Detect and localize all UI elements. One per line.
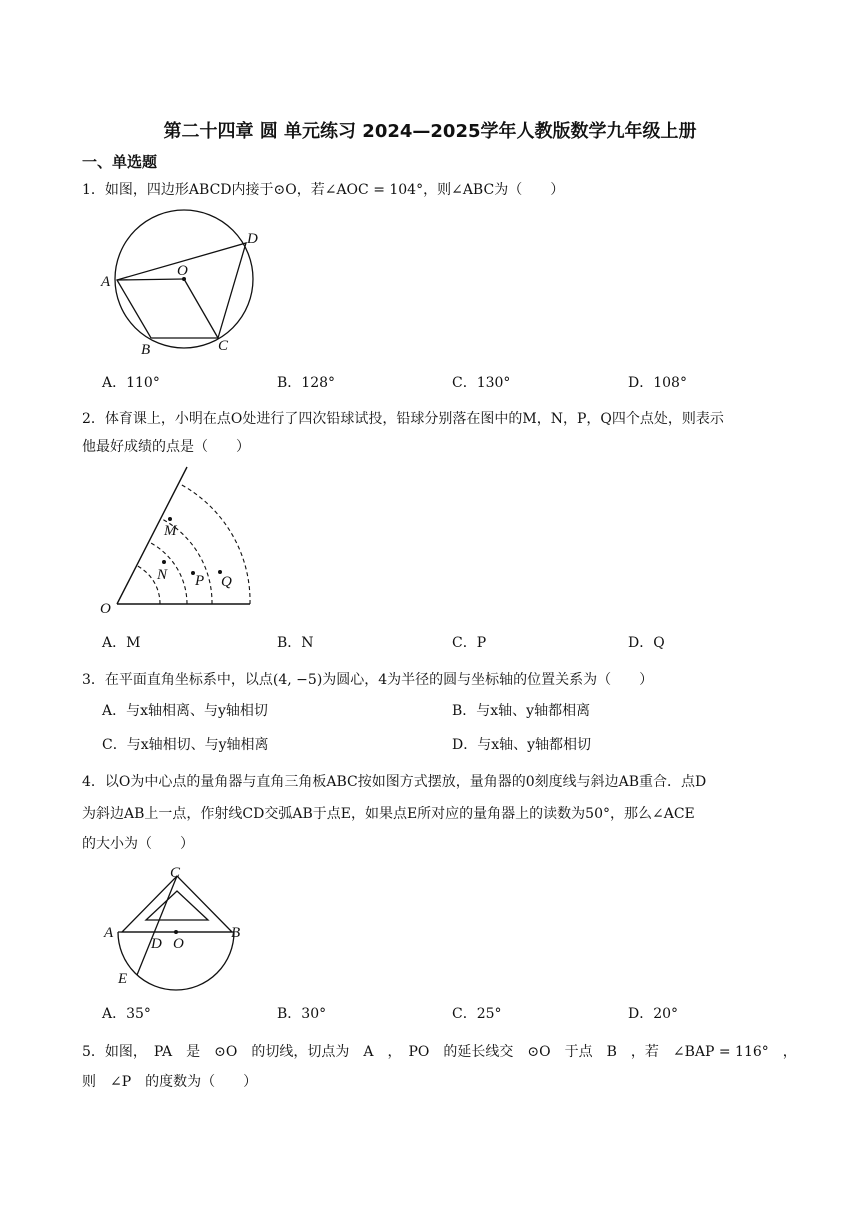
q4-option-d[interactable]: D．20° (628, 1006, 679, 1022)
q1-option-c[interactable]: C．130° (452, 375, 511, 391)
inner-triangle (146, 891, 208, 920)
question-4-line-3: 的大小为（ ） (82, 836, 194, 852)
q3-option-a[interactable]: A．与x轴相离、与y轴相切 (102, 703, 268, 719)
question-5-line-1: 5．如图， PA 是 ⊙O 的切线，切点为 A ， PO 的延长线交 ⊙O 于点 B ，若 ∠BAP = 116° ， (82, 1044, 797, 1060)
page-title: 第二十四章 圆 单元练习 2024—2025学年人教版数学九年级上册 (163, 121, 697, 142)
label-c: C (218, 338, 229, 354)
question-5-line-2: 则 ∠P 的度数为（ ） (82, 1074, 258, 1090)
q1-option-a[interactable]: A．110° (102, 375, 160, 391)
q4-option-c[interactable]: C．25° (452, 1006, 502, 1022)
label-a: A (104, 925, 114, 941)
point-m (168, 517, 172, 521)
question-3-text: 3．在平面直角坐标系中，以点(4, −5)为圆心，4为半径的圆与坐标轴的位置关系为（ ） (82, 672, 654, 688)
q4-option-a[interactable]: A．35° (102, 1006, 151, 1022)
quadrilateral-abcd (117, 243, 246, 338)
question-4-line-1: 4．以O为中心点的量角器与直角三角板ABC按如图方式摆放，量角器的0刻度线与斜边AB重合．点D (82, 774, 707, 790)
label-n: N (157, 567, 168, 583)
segment-oc (184, 279, 218, 338)
ray-upper (117, 467, 187, 604)
arc-2 (150, 543, 187, 605)
question-1-text: 1．如图，四边形ABCD内接于⊙O，若∠AOC = 104°，则∠ABC为（ ） (82, 182, 565, 198)
q3-option-b[interactable]: B．与x轴、y轴都相离 (452, 703, 591, 719)
label-d: D (151, 936, 162, 952)
label-b: B (231, 925, 241, 941)
label-a: A (101, 274, 111, 290)
q1-option-b[interactable]: B．128° (277, 375, 336, 391)
q3-option-c[interactable]: C．与x轴相切、与y轴相离 (102, 737, 269, 753)
point-n (162, 560, 166, 564)
question-2-figure (97, 465, 257, 615)
label-d: D (247, 231, 258, 247)
center-point (174, 930, 178, 934)
label-e: E (118, 971, 128, 987)
q1-option-d[interactable]: D．108° (628, 375, 687, 391)
triangle-abc (122, 876, 232, 932)
label-c: C (170, 865, 181, 881)
question-4-figure (100, 860, 250, 990)
label-b: B (141, 342, 151, 358)
ray-ce (137, 876, 177, 975)
question-2-line-2: 他最好成绩的点是（ ） (82, 439, 250, 455)
segment-ao (117, 279, 184, 280)
section-heading: 一、单选题 (82, 153, 158, 171)
q3-option-d[interactable]: D．与x轴、y轴都相切 (452, 737, 592, 753)
q2-option-d[interactable]: D．Q (628, 635, 665, 651)
label-o: O (100, 601, 111, 617)
label-p: P (195, 573, 205, 589)
q2-option-a[interactable]: A．M (102, 635, 141, 651)
arc-4 (180, 484, 250, 604)
question-4-line-2: 为斜边AB上一点，作射线CD交弧AB于点E，如果点E所对应的量角器上的读数为50°，那么∠ACE (82, 806, 695, 822)
q4-option-b[interactable]: B．30° (277, 1006, 327, 1022)
q2-option-c[interactable]: C．P (452, 635, 487, 651)
question-1-figure (95, 205, 275, 365)
label-m: M (164, 523, 177, 539)
question-2-line-1: 2．体育课上，小明在点O处进行了四次铅球试投，铅球分别落在图中的M，N，P，Q四个点处，则表示 (82, 411, 724, 427)
label-q: Q (221, 574, 232, 590)
q2-option-b[interactable]: B．N (277, 635, 314, 651)
label-o: O (177, 263, 188, 279)
label-o: O (173, 936, 184, 952)
